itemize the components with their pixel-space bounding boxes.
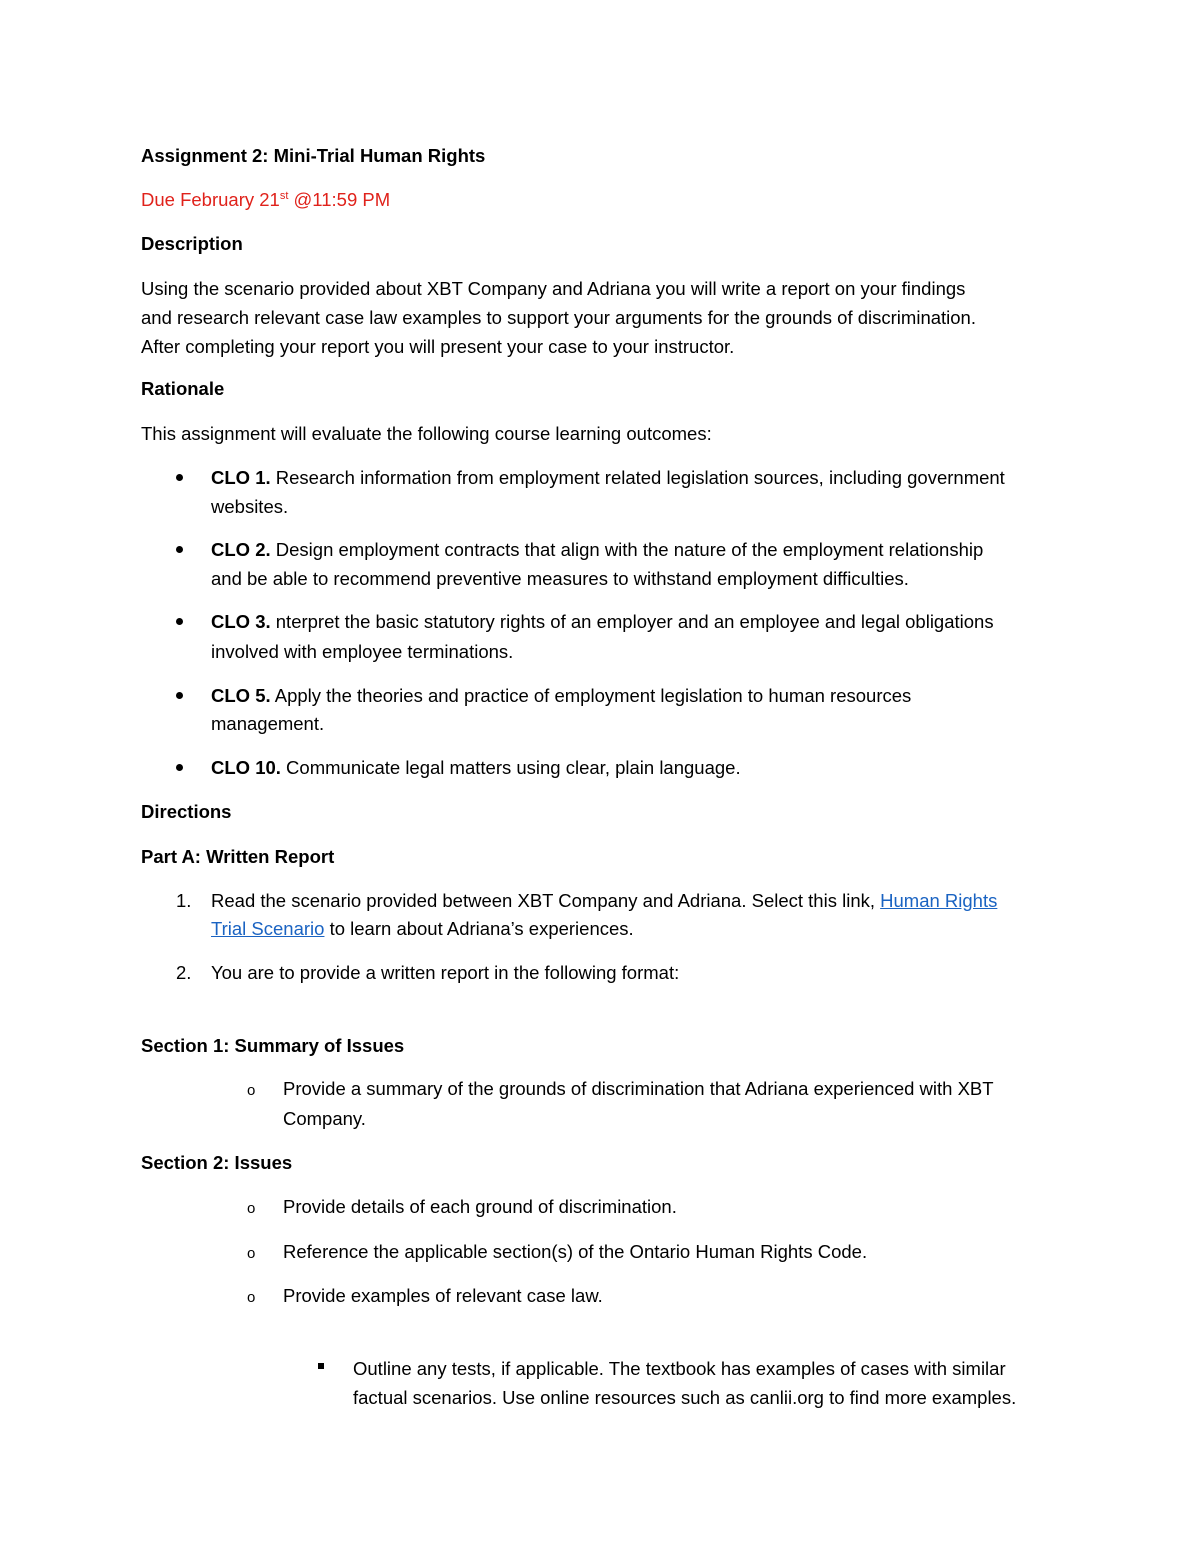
bullet-dot-icon [176,546,183,553]
part-a-heading: Part A: Written Report [141,846,335,867]
clo-text: Design employment contracts that align with the nature of the employment relationship [270,539,984,560]
clo-text: Communicate legal matters using clear, plain language. [280,757,741,778]
clo-text: nterpret the basic statutory rights of an employer and an employee and legal obligations [270,611,994,632]
human-rights-trial-scenario-link-cont[interactable]: Trial Scenario [211,918,325,939]
clo-label: CLO 2. [211,539,271,560]
clo-text: Research information from employment related legislation sources, including government [270,467,1005,488]
description-heading: Description [141,233,243,254]
section-1-item: Provide a summary of the grounds of discrimination that Adriana experienced with XBT [283,1078,994,1099]
clo-1-line-2: websites. [211,496,289,517]
due-date-prefix: Due February 21 [141,189,280,210]
section-2-item: Reference the applicable section(s) of the Ontario Human Rights Code. [283,1241,868,1262]
clo-1 [211,466,1005,490]
section-2-item: Provide examples of relevant case law. [283,1285,603,1306]
step-1-text-end: to learn about Adriana’s experiences. [324,918,634,939]
clo-text: Apply the theories and practice of employment legislation to human resources [270,685,912,706]
description-line-3: After completing your report you will present your case to your instructor. [141,336,735,357]
circle-bullet-icon: o [247,1245,256,1262]
step-1 [211,889,997,913]
clo-label: CLO 1. [211,467,271,488]
clo-label: CLO 3. [211,611,271,632]
circle-bullet-icon: o [247,1289,256,1306]
step-1-line-2 [211,917,634,941]
bullet-dot-icon [176,764,183,771]
clo-5 [211,684,911,708]
bullet-dot-icon [176,618,183,625]
section-1-heading: Section 1: Summary of Issues [141,1035,405,1056]
clo-3-line-2: involved with employee terminations. [211,641,514,662]
step-1-text: Read the scenario provided between XBT Company and Adriana. Select this link, [211,890,881,911]
circle-bullet-icon: o [247,1082,256,1099]
section-2-sub-item: Outline any tests, if applicable. The textbook has examples of cases with similar [353,1358,1006,1379]
clo-2 [211,538,983,562]
bullet-dot-icon [176,692,183,699]
bullet-dot-icon [176,474,183,481]
rationale-heading: Rationale [141,378,225,399]
rationale-intro: This assignment will evaluate the following course learning outcomes: [141,423,712,444]
directions-heading: Directions [141,801,232,822]
clo-10 [211,756,741,780]
clo-2-line-2: and be able to recommend preventive measures to withstand employment difficulties. [211,568,909,589]
section-1-item-line-2: Company. [283,1108,366,1129]
document-title: Assignment 2: Mini-Trial Human Rights [141,145,486,166]
description-line-1: Using the scenario provided about XBT Company and Adriana you will write a report on your findings [141,278,966,299]
clo-5-line-2: management. [211,713,325,734]
clo-3 [211,610,994,634]
step-number: 2. [176,962,192,983]
circle-bullet-icon: o [247,1200,256,1217]
step-2: You are to provide a written report in the following format: [211,962,680,983]
human-rights-trial-scenario-link[interactable]: Human Rights [880,890,998,911]
description-line-2: and research relevant case law examples to support your arguments for the grounds of discrimination. [141,307,976,328]
square-bullet-icon [318,1363,324,1369]
section-2-item: Provide details of each ground of discrimination. [283,1196,677,1217]
clo-label: CLO 5. [211,685,271,706]
clo-label: CLO 10. [211,757,281,778]
due-date [141,188,390,212]
step-number: 1. [176,890,192,911]
due-date-suffix: @11:59 PM [288,189,391,210]
due-date-sup: st [279,189,289,202]
section-2-sub-item-line-2: factual scenarios. Use online resources such as canlii.org to find more examples. [353,1387,1017,1408]
section-2-heading: Section 2: Issues [141,1152,293,1173]
